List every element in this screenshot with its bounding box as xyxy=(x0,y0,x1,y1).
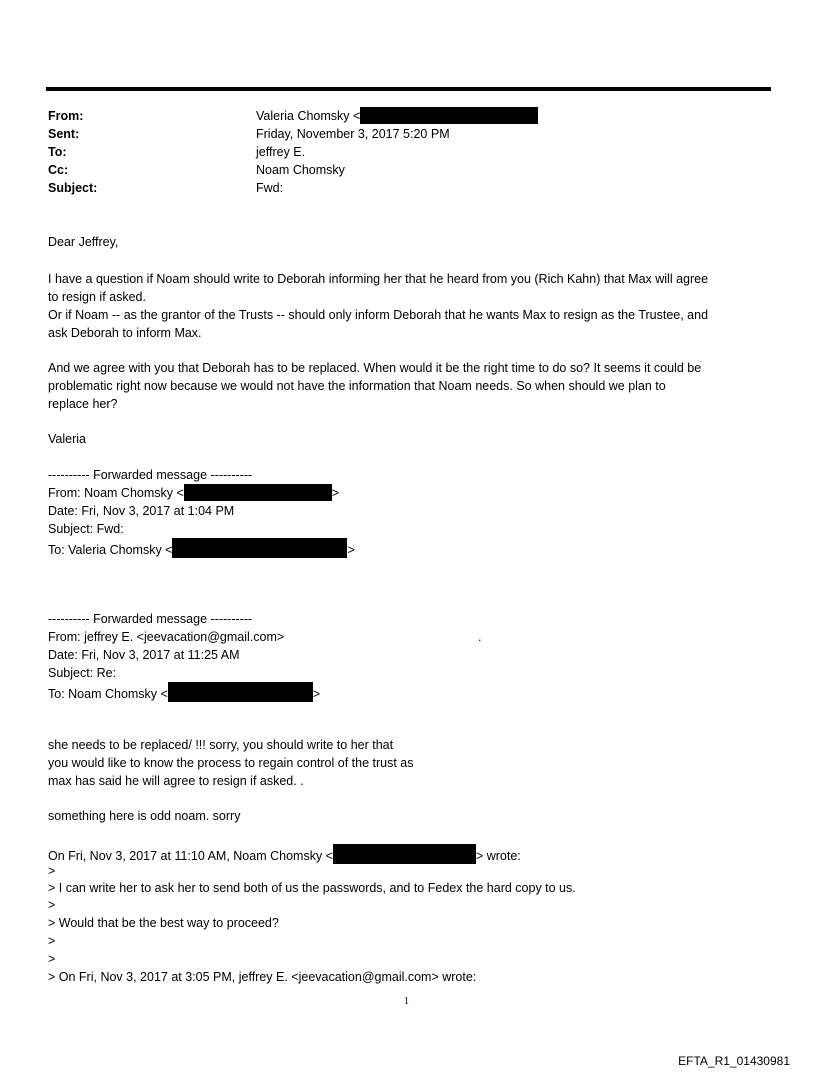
forward-subject: Subject: Fwd: xyxy=(48,522,124,536)
quote-attribution: On Fri, Nov 3, 2017 at 11:10 AM, Noam Chomsky < > wrote: xyxy=(48,844,521,865)
subject-label: Subject: xyxy=(48,181,98,195)
forward-date: Date: Fri, Nov 3, 2017 at 11:25 AM xyxy=(48,648,240,662)
to-label: To: xyxy=(48,145,67,159)
body-text: to resign if asked. xyxy=(48,290,146,304)
forward-from: From: Noam Chomsky < > xyxy=(48,486,340,500)
redaction-box xyxy=(333,844,476,864)
forward-to: To: Noam Chomsky < > xyxy=(48,682,320,703)
cc-label: Cc: xyxy=(48,163,69,177)
stray-dot: . xyxy=(478,630,482,644)
body-text: ask Deborah to inform Max. xyxy=(48,326,202,340)
quote-line: > xyxy=(48,898,56,912)
forward-banner: ---------- Forwarded message ---------- xyxy=(48,612,253,626)
forward-banner: ---------- Forwarded message ---------- xyxy=(48,468,253,482)
from-label: From: xyxy=(48,109,84,123)
quote-line: > I can write her to ask her to send both of us the passwords, and to Fedex the hard copy to us. xyxy=(48,881,576,895)
reply-line: something here is odd noam. sorry xyxy=(48,809,241,823)
reply-line: max has said he will agree to resign if asked. . xyxy=(48,774,304,788)
to-value: jeffrey E. xyxy=(256,145,306,159)
body-text: I have a question if Noam should write to Deborah informing her that he heard from you (Rich Kahn) that Max will agree xyxy=(48,272,709,286)
redaction-box xyxy=(172,538,347,558)
reply-line: she needs to be replaced/ !!! sorry, you should write to her that xyxy=(48,738,394,752)
quote-line: > xyxy=(48,864,56,878)
redaction-box xyxy=(184,484,332,501)
quote-line: > xyxy=(48,934,56,948)
page-number: 1 xyxy=(404,996,409,1007)
forward-to: To: Valeria Chomsky < > xyxy=(48,538,355,559)
body-text: replace her? xyxy=(48,397,118,411)
forward-date: Date: Fri, Nov 3, 2017 at 1:04 PM xyxy=(48,504,235,518)
reply-line: you would like to know the process to regain control of the trust as xyxy=(48,756,414,770)
body-text: Or if Noam -- as the grantor of the Trusts -- should only inform Deborah that he wants Max to resign as the Trustee, and xyxy=(48,308,709,322)
sent-label: Sent: xyxy=(48,127,80,141)
document-id: EFTA_R1_01430981 xyxy=(678,1054,790,1068)
body-text: And we agree with you that Deborah has to be replaced. When would it be the right time to do so? It seems it could be xyxy=(48,361,702,375)
subject-value: Fwd: xyxy=(256,181,284,195)
redaction-box xyxy=(360,107,538,124)
from-value: Valeria Chomsky < xyxy=(256,107,538,125)
forward-subject: Subject: Re: xyxy=(48,666,117,680)
forward-from: From: jeffrey E. <jeevacation@gmail.com> xyxy=(48,630,285,644)
sent-value: Friday, November 3, 2017 5:20 PM xyxy=(256,127,450,141)
body-text: problematic right now because we would not have the information that Noam needs. So when should we plan to xyxy=(48,379,666,393)
greeting: Dear Jeffrey, xyxy=(48,235,119,249)
quote-line: > Would that be the best way to proceed? xyxy=(48,916,279,930)
redaction-box xyxy=(168,682,313,702)
signoff: Valeria xyxy=(48,432,86,446)
quote-line: > xyxy=(48,952,56,966)
quote-line: > On Fri, Nov 3, 2017 at 3:05 PM, jeffrey E. <jeevacation@gmail.com> wrote: xyxy=(48,970,477,984)
cc-value: Noam Chomsky xyxy=(256,163,345,177)
header-rule xyxy=(46,87,771,91)
